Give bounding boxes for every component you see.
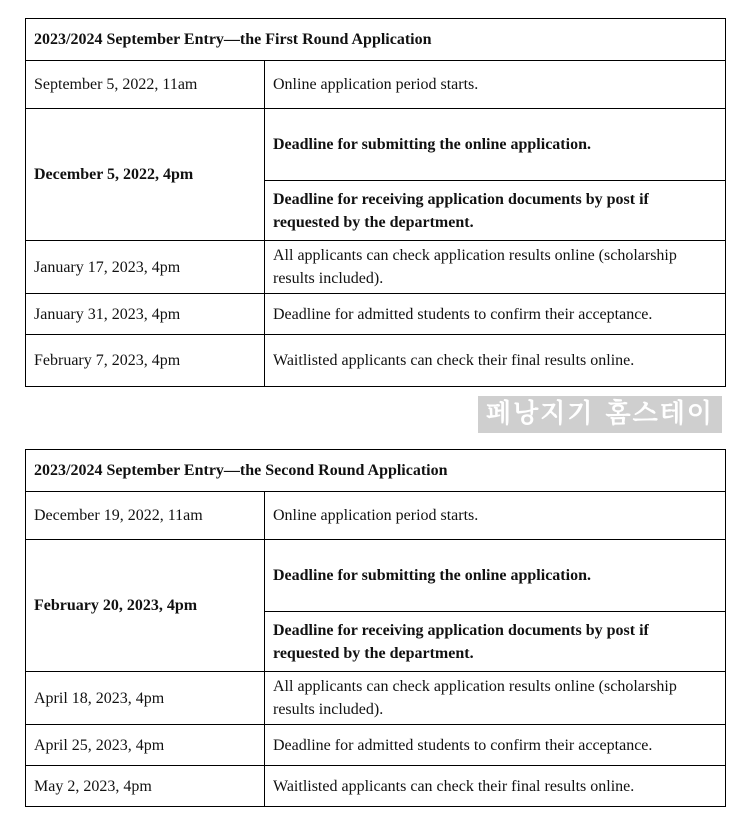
description-cell: All applicants can check application results online (scholarship results included).	[265, 241, 726, 294]
description-cell: Deadline for receiving application documents by post if requested by the department.	[265, 181, 726, 241]
table-row	[26, 672, 726, 725]
date-cell: December 19, 2022, 11am	[26, 492, 265, 540]
date-cell: January 31, 2023, 4pm	[26, 294, 265, 335]
description-cell: Online application period starts.	[265, 492, 726, 540]
table-row	[26, 294, 726, 335]
date-cell: February 20, 2023, 4pm	[26, 540, 265, 672]
description-cell: Deadline for admitted students to confirm their acceptance.	[265, 294, 726, 335]
table-row	[26, 241, 726, 294]
description-cell: Deadline for admitted students to confirm their acceptance.	[265, 725, 726, 766]
table-row	[26, 766, 726, 807]
table-title: 2023/2024 September Entry—the Second Round Application	[26, 450, 726, 492]
date-cell: April 25, 2023, 4pm	[26, 725, 265, 766]
table-row	[26, 61, 726, 109]
date-cell: September 5, 2022, 11am	[26, 61, 265, 109]
description-cell: Deadline for submitting the online application.	[265, 540, 726, 612]
description-cell: All applicants can check application results online (scholarship results included).	[265, 672, 726, 725]
first-round-schedule-table	[25, 18, 726, 387]
date-cell: May 2, 2023, 4pm	[26, 766, 265, 807]
description-cell: Deadline for submitting the online application.	[265, 109, 726, 181]
table-title-row	[26, 19, 726, 61]
table-title: 2023/2024 September Entry—the First Round Application	[26, 19, 726, 61]
date-cell: January 17, 2023, 4pm	[26, 241, 265, 294]
table-row	[26, 109, 726, 181]
table-row	[26, 492, 726, 540]
date-cell: December 5, 2022, 4pm	[26, 109, 265, 241]
watermark-text: 페낭지기 홈스테이	[478, 396, 722, 433]
table-row	[26, 335, 726, 387]
table-row	[26, 540, 726, 612]
description-cell: Online application period starts.	[265, 61, 726, 109]
description-cell: Waitlisted applicants can check their final results online.	[265, 766, 726, 807]
date-cell: April 18, 2023, 4pm	[26, 672, 265, 725]
description-cell: Waitlisted applicants can check their final results online.	[265, 335, 726, 387]
second-round-schedule-table	[25, 449, 726, 807]
date-cell: February 7, 2023, 4pm	[26, 335, 265, 387]
description-cell: Deadline for receiving application documents by post if requested by the department.	[265, 612, 726, 672]
table-title-row	[26, 450, 726, 492]
table-row	[26, 725, 726, 766]
